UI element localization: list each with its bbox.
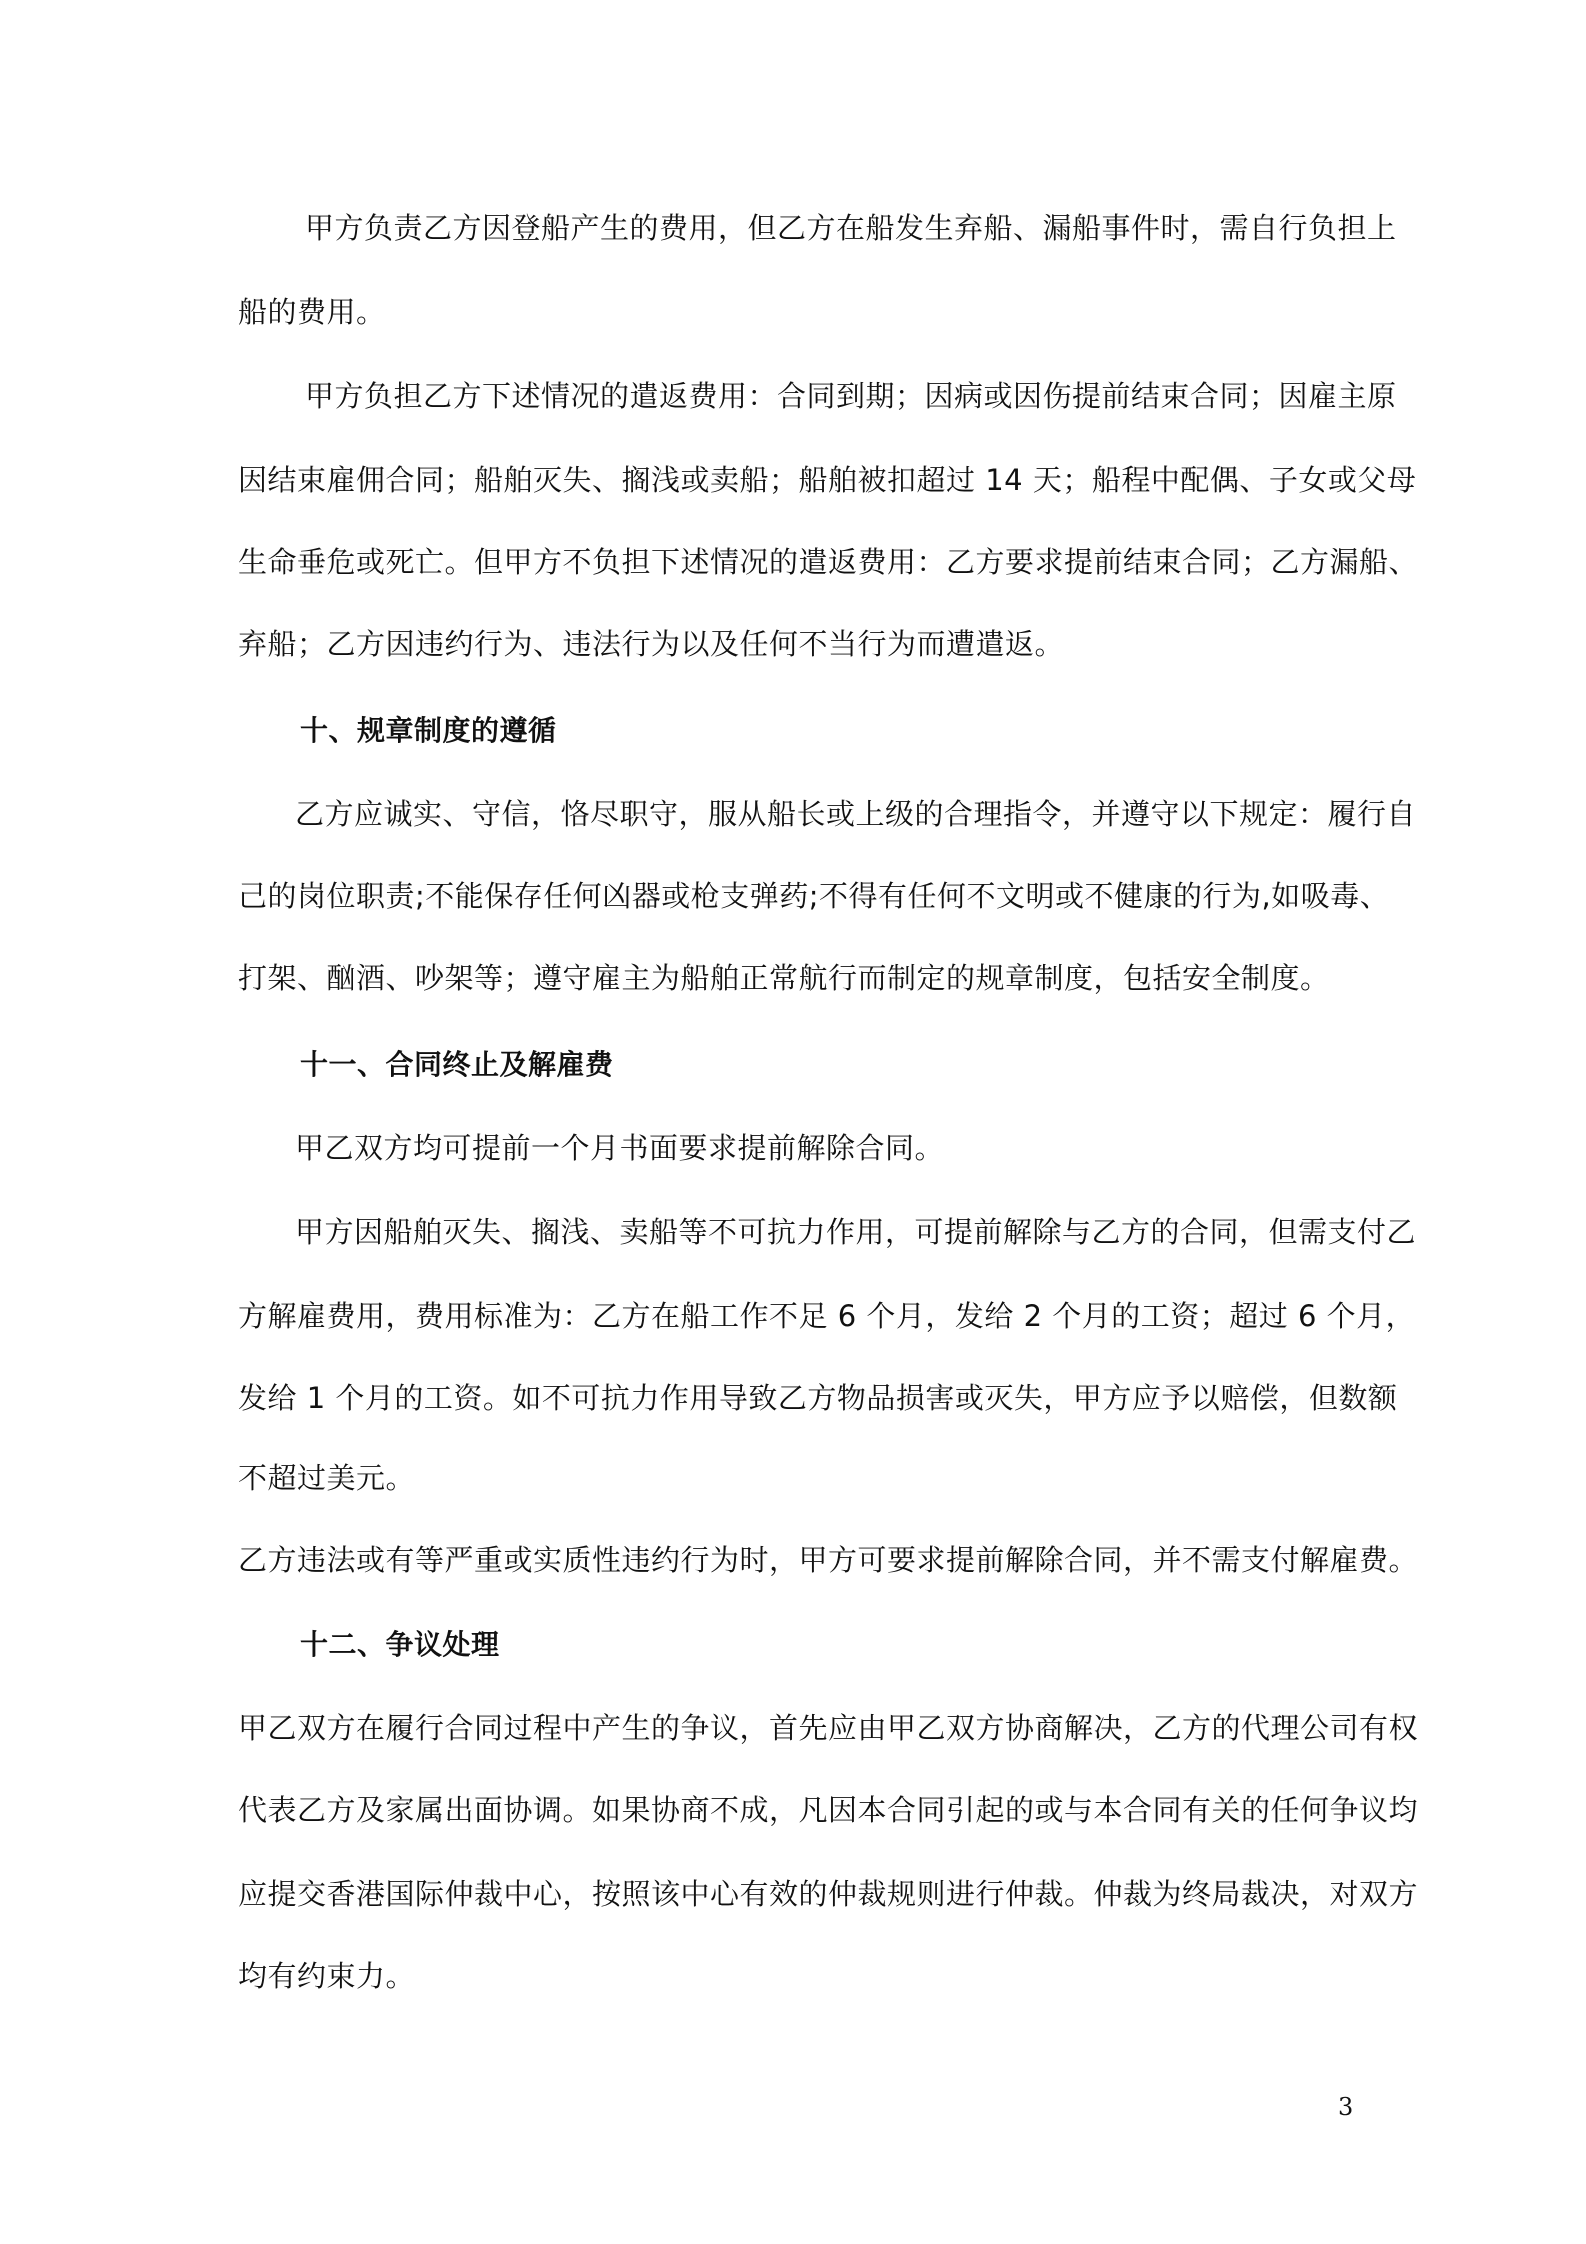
section-12-line-3: 应提交香港国际仲裁中心，按照该中心有效的仲裁规则进行仲裁。仲裁为终局裁决，对双方 <box>238 1877 1419 1911</box>
paragraph-2-line-1: 甲方负担乙方下述情况的遣返费用：合同到期；因病或因伤提前结束合同；因雇主原 <box>305 379 1397 413</box>
section-12-line-4: 均有约束力。 <box>238 1959 416 1993</box>
page-number: 3 <box>1338 2093 1354 2121</box>
paragraph-2-line-4: 弃船；乙方因违约行为、违法行为以及任何不当行为而遭遣返。 <box>238 627 1065 661</box>
paragraph-1-line-1: 甲方负责乙方因登船产生的费用，但乙方在船发生弃船、漏船事件时，需自行负担上 <box>305 211 1397 245</box>
section-11-paragraph-1: 甲乙双方均可提前一个月书面要求提前解除合同。 <box>295 1131 945 1165</box>
section-11-paragraph-3: 乙方违法或有等严重或实质性违约行为时，甲方可要求提前解除合同，并不需支付解雇费。 <box>238 1543 1419 1577</box>
section-12-line-2: 代表乙方及家属出面协调。如果协商不成，凡因本合同引起的或与本合同有关的任何争议均 <box>238 1793 1419 1827</box>
paragraph-2-line-3: 生命垂危或死亡。但甲方不负担下述情况的遣返费用：乙方要求提前结束合同；乙方漏船、 <box>238 545 1419 579</box>
paragraph-2-line-2: 因结束雇佣合同；船舶灭失、搁浅或卖船；船舶被扣超过 14 天；船程中配偶、子女或父母 <box>238 463 1417 497</box>
section-11-paragraph-2-line-4: 不超过美元。 <box>238 1461 416 1495</box>
section-10-line-1: 乙方应诚实、守信，恪尽职守，服从船长或上级的合理指令，并遵守以下规定：履行自 <box>295 797 1417 831</box>
section-10-line-3: 打架、酗酒、吵架等；遵守雇主为船舶正常航行而制定的规章制度，包括安全制度。 <box>238 961 1330 995</box>
section-10-line-2: 己的岗位职责;不能保存任何凶器或枪支弹药;不得有任何不文明或不健康的行为,如吸毒、 <box>238 879 1390 913</box>
section-10-heading: 十、规章制度的遵循 <box>300 714 557 747</box>
section-12-heading: 十二、争议处理 <box>300 1628 500 1661</box>
section-12-line-1: 甲乙双方在履行合同过程中产生的争议，首先应由甲乙双方协商解决，乙方的代理公司有权 <box>238 1711 1419 1745</box>
section-11-heading: 十一、合同终止及解雇费 <box>300 1048 614 1081</box>
section-11-paragraph-2-line-3: 发给 1 个月的工资。如不可抗力作用导致乙方物品损害或灭失，甲方应予以赔偿，但数额 <box>238 1381 1398 1415</box>
section-11-paragraph-2-line-1: 甲方因船舶灭失、搁浅、卖船等不可抗力作用，可提前解除与乙方的合同，但需支付乙 <box>295 1215 1417 1249</box>
section-11-paragraph-2-line-2: 方解雇费用，费用标准为：乙方在船工作不足 6 个月，发给 2 个月的工资；超过 6 个月， <box>238 1299 1416 1333</box>
paragraph-1-line-2: 船的费用。 <box>238 295 386 329</box>
